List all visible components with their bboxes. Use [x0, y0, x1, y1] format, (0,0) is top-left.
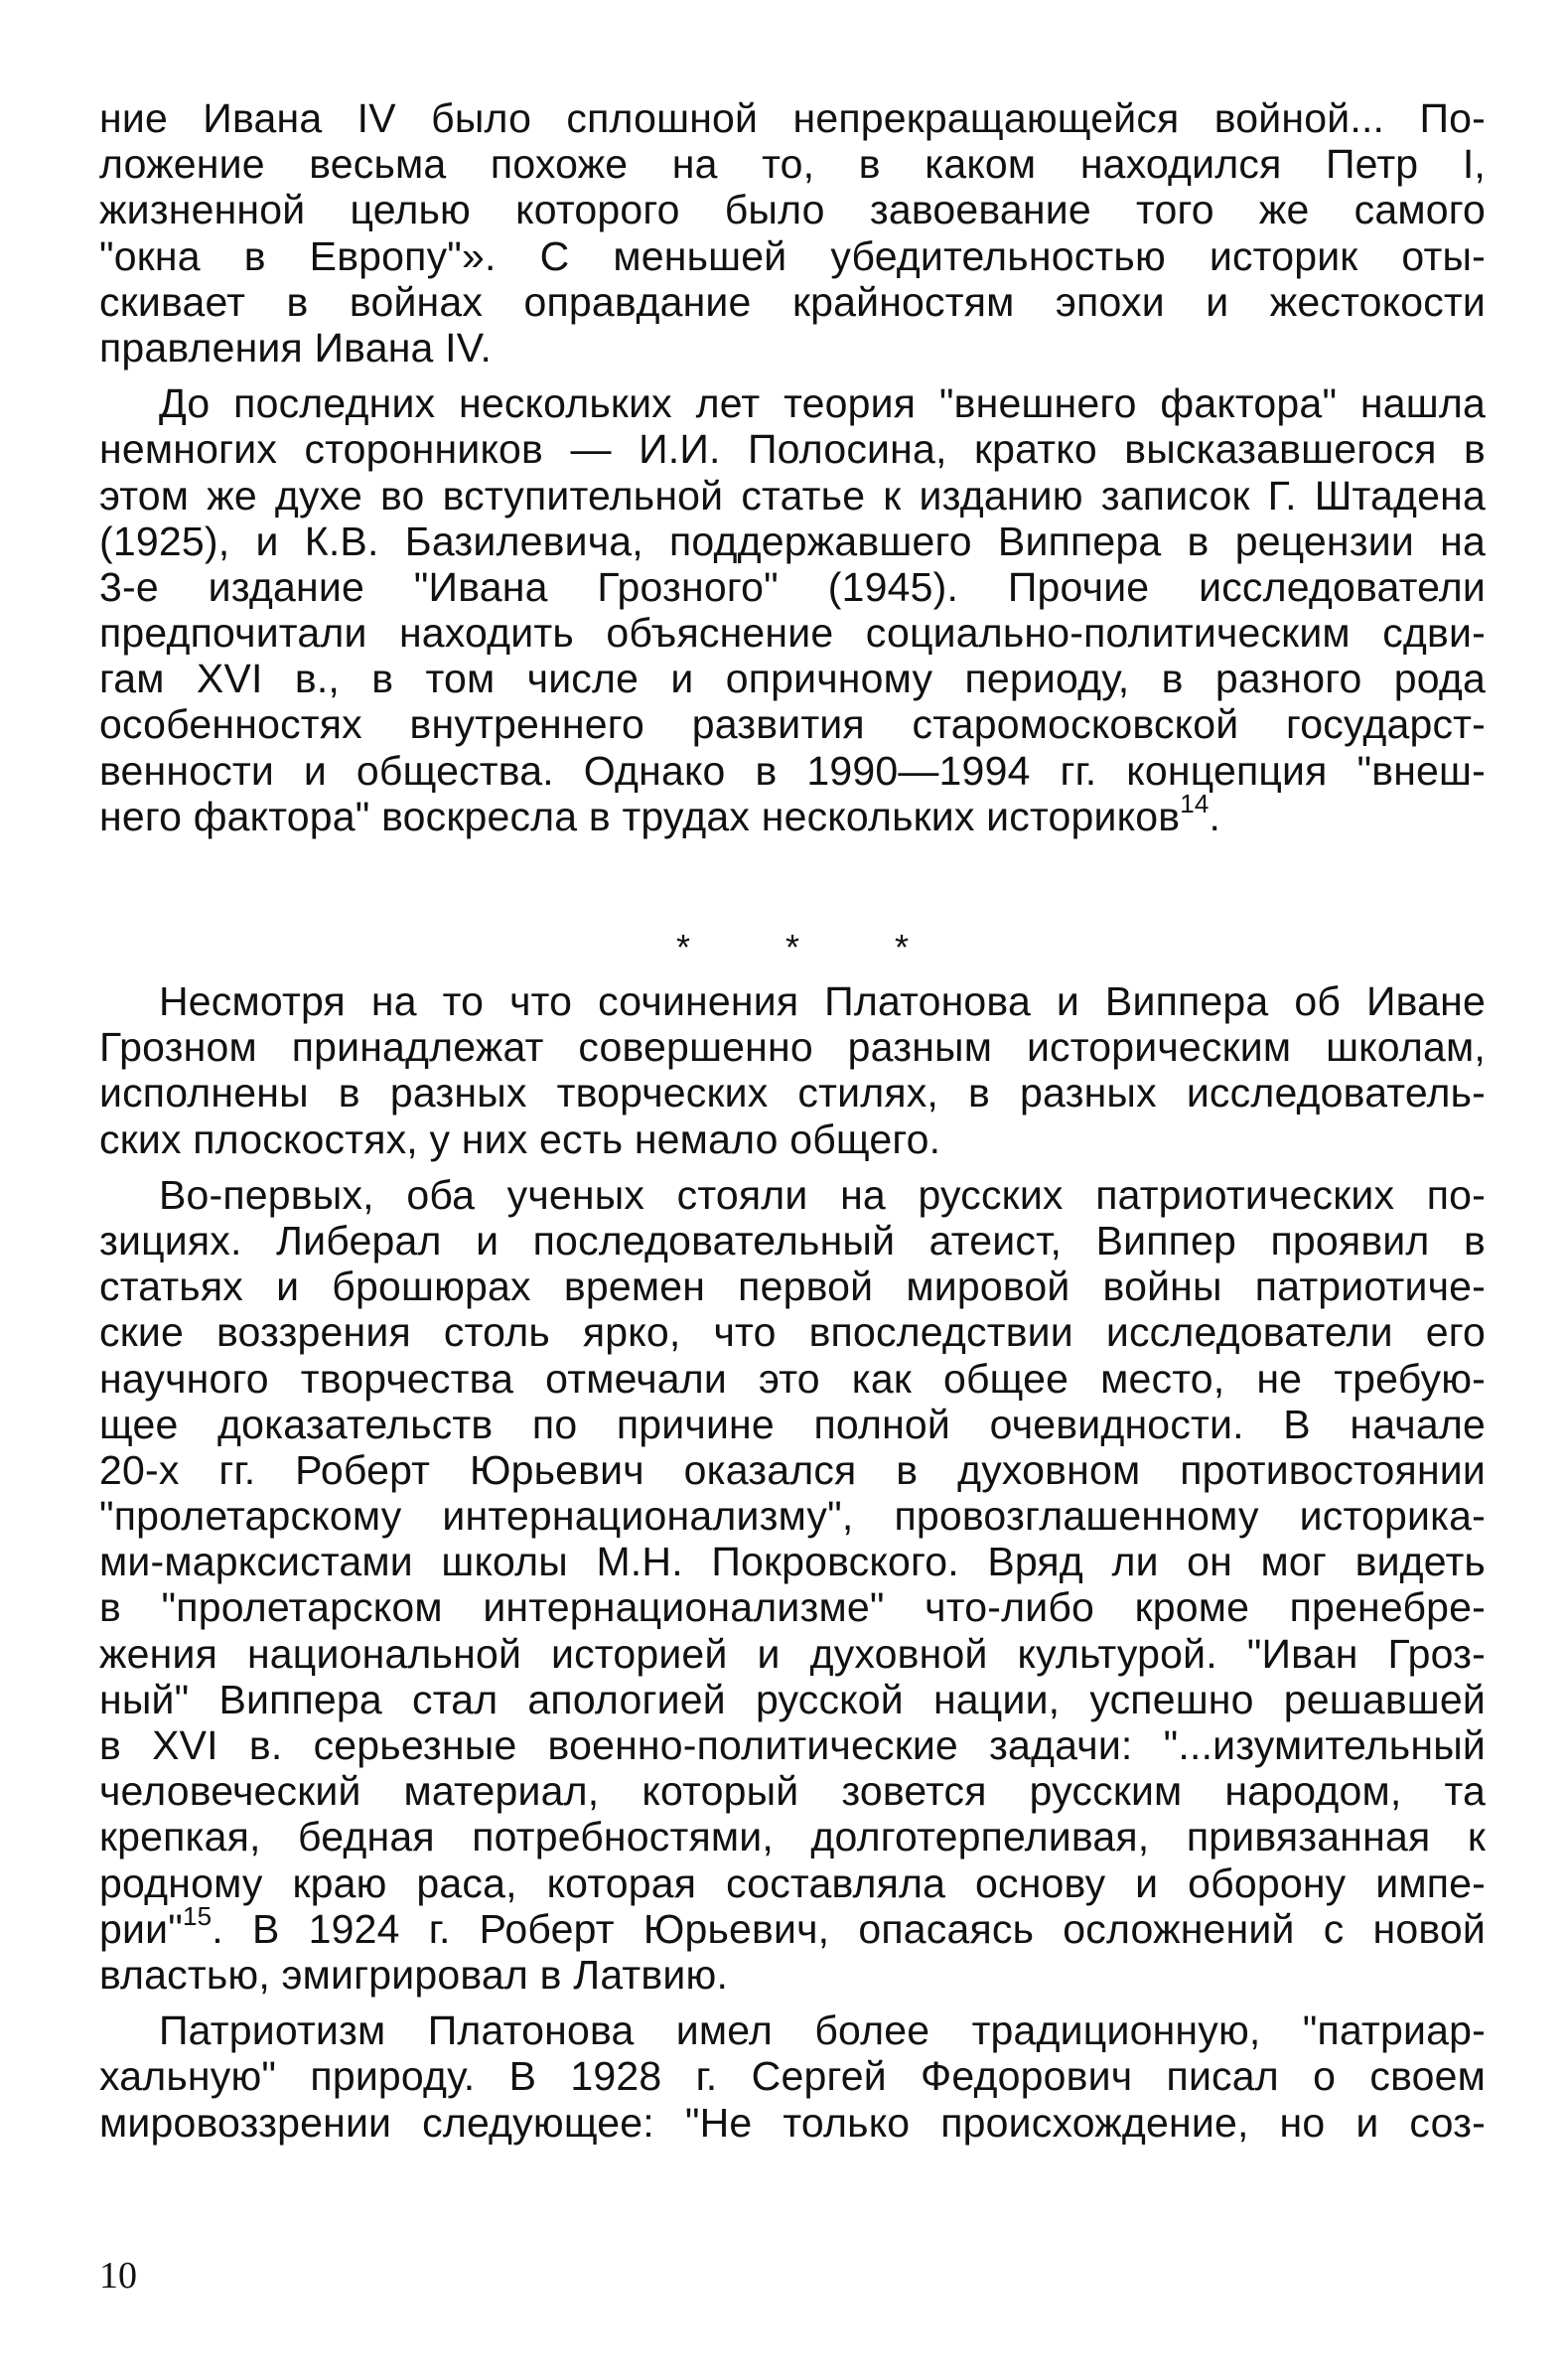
text-line: особенностях внутреннего развития старомосковской государст-: [99, 701, 1486, 748]
paragraph-3: [99, 978, 1486, 1162]
text-line: ный" Виппера стал апологией русской нации, успешно решавшей: [99, 1676, 1486, 1722]
text-line: жизненной целью которого было завоевание того же самого: [99, 187, 1486, 233]
separator-star: *: [784, 927, 799, 967]
text-line: правления Ивана IV.: [99, 324, 493, 371]
text-segment: .: [1209, 793, 1221, 839]
text-line: зициях. Либерал и последовательный атеист, Виппер проявил в: [99, 1217, 1486, 1263]
text-segment: рии": [99, 1905, 183, 1952]
text-line: ские воззрения столь ярко, что впоследствии исследователи его: [99, 1309, 1486, 1356]
paragraph-1: [99, 95, 1486, 371]
separator-star: *: [895, 927, 910, 967]
text-line: хальную" природу. В 1928 г. Сергей Федорович писал о своем: [99, 2053, 1486, 2100]
text-line: Патриотизм Платонова имел более традиционную, "патриар-: [159, 2007, 1486, 2054]
section-separator: [99, 927, 1486, 968]
page-body: [99, 95, 1486, 2146]
text-line: До последних нескольких лет теория "внешнего фактора" нашла: [159, 380, 1486, 427]
text-line: ми-марксистами школы М.Н. Покровского. Вряд ли он мог видеть: [99, 1539, 1486, 1585]
text-line: 20-х гг. Роберт Юрьевич оказался в духовном противостоянии: [99, 1446, 1486, 1493]
footnote-ref: 15: [182, 1900, 213, 1931]
footnote-ref: 14: [1180, 788, 1210, 818]
text-line: мировоззрении следующее: "Не только происхождение, но и соз-: [99, 2099, 1486, 2146]
paragraph-5: [99, 2007, 1486, 2146]
text-line: родному краю раса, которая составляла основу и оборону импе-: [99, 1859, 1486, 1906]
separator-star: *: [675, 927, 690, 967]
text-line: Во-первых, оба ученых стояли на русских патриотических по-: [159, 1171, 1486, 1218]
text-line: властью, эмигрировал в Латвию.: [99, 1951, 729, 1998]
text-line: исполнены в разных творческих стилях, в разных исследователь-: [99, 1070, 1486, 1116]
text-line: научного творчества отмечали это как общее место, не требую-: [99, 1355, 1486, 1402]
page-number: 10: [99, 2255, 137, 2297]
text-line: статьях и брошюрах времен первой мировой войны патриотиче-: [99, 1263, 1486, 1310]
paragraph-2: [99, 380, 1486, 839]
text-line: ние Ивана IV было сплошной непрекращающейся войной... По-: [99, 95, 1486, 141]
text-line: "пролетарскому интернационализму", провозглашенному историка-: [99, 1493, 1486, 1540]
text-line: в "пролетарском интернационализме" что-либо кроме пренебре-: [99, 1584, 1486, 1631]
text-line: гам XVI в., в том числе и опричному периоду, в разного рода: [99, 656, 1486, 702]
text-line: ложение весьма похоже на то, в каком находился Петр I,: [99, 141, 1486, 188]
text-segment: него фактора" воскресла в трудах нескольких историков: [99, 793, 1181, 839]
text-line: ских плоскостях, у них есть немало общего.: [99, 1115, 941, 1162]
text-line: [99, 788, 1486, 839]
text-segment: . В 1924 г. Роберт Юрьевич, опасаясь осложнений с новой: [212, 1905, 1486, 1952]
text-line: крепкая, бедная потребностями, долготерпеливая, привязанная к: [99, 1814, 1486, 1860]
text-line: жения национальной историей и духовной культурой. "Иван Гроз-: [99, 1630, 1486, 1677]
text-line: в XVI в. серьезные военно-политические задачи: "...изумительный: [99, 1722, 1486, 1768]
text-line: этом же духе во вступительной статье к изданию записок Г. Штадена: [99, 472, 1486, 519]
text-line: Грозном принадлежат совершенно разным историческим школам,: [99, 1024, 1486, 1071]
text-line: человеческий материал, который зовется русским народом, та: [99, 1768, 1486, 1815]
text-line: немногих сторонников — И.И. Полосина, кратко высказавшегося в: [99, 426, 1486, 473]
text-line: (1925), и К.В. Базилевича, поддержавшего Виппера в рецензии на: [99, 518, 1486, 564]
text-line: щее доказательств по причине полной очевидности. В начале: [99, 1401, 1486, 1447]
paragraph-4: [99, 1172, 1486, 1998]
text-line: 3-е издание "Ивана Грозного" (1945). Прочие исследователи: [99, 563, 1486, 610]
text-line: скивает в войнах оправдание крайностям эпохи и жестокости: [99, 278, 1486, 325]
text-line: [99, 1900, 1486, 1952]
text-line: Несмотря на то что сочинения Платонова и Виппера об Иване: [159, 978, 1486, 1024]
text-line: венности и общества. Однако в 1990—1994 гг. концепция "внеш-: [99, 747, 1486, 794]
text-line: предпочитали находить объяснение социально-политическим сдви-: [99, 610, 1486, 657]
text-line: "окна в Европу"». С меньшей убедительностью историк оты-: [99, 232, 1486, 279]
